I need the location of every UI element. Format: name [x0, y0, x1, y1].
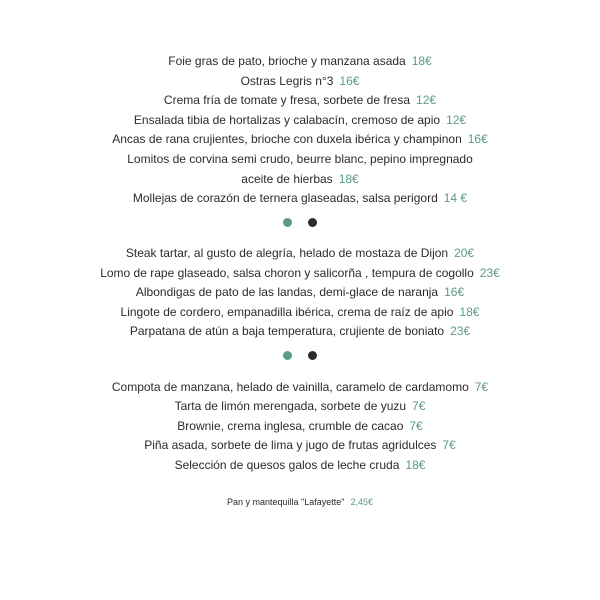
- menu-item: [0, 495, 600, 509]
- menu-item-name: Lingote de cordero, empanadilla ibérica, crema de raíz de apio: [120, 304, 454, 319]
- menu-item: [0, 417, 600, 436]
- menu-item-price: 23€: [450, 324, 471, 339]
- bread-section: [0, 495, 600, 509]
- green-dot-icon: [283, 218, 292, 227]
- menu-item-name: aceite de hierbas: [241, 171, 333, 186]
- menu-item-name: Lomitos de corvina semi crudo, beurre blanc, pepino impregnado: [127, 151, 473, 166]
- menu-item-price: 18€: [411, 54, 432, 68]
- menu-item-name: Foie gras de pato, brioche y manzana asada: [168, 54, 406, 68]
- menu-item: [0, 244, 600, 264]
- menu-item-price: 20€: [454, 246, 475, 260]
- menu-item-name: Crema fría de tomate y fresa, sorbete de fresa: [163, 93, 411, 108]
- menu-item-name: Albondigas de pato de las landas, demi-glace de naranja: [135, 285, 439, 300]
- menu-item-price: 12€: [446, 112, 467, 127]
- menu-item: [0, 456, 600, 475]
- menu-item: [0, 264, 600, 284]
- menu-item: [0, 303, 600, 323]
- menu-item: [0, 72, 600, 92]
- menu-item-price: 18€: [459, 304, 480, 319]
- menu-item-name: Mollejas de corazón de ternera glaseadas, salsa perigord: [132, 191, 438, 206]
- menu-item: [0, 189, 600, 209]
- menu-item: [0, 283, 600, 303]
- section-divider-1: [0, 218, 600, 227]
- menu-item: [0, 91, 600, 111]
- menu-item-name: Tarta de limón merengada, sorbete de yuzu: [174, 399, 407, 414]
- menu-item-price: 2,45€: [350, 497, 373, 507]
- menu-item: [0, 52, 600, 72]
- menu-item-price: 16€: [444, 285, 465, 300]
- menu-item-name: Parpatana de atún a baja temperatura, crujiente de boniato: [129, 324, 445, 339]
- menu-item: [0, 378, 600, 397]
- menu-item-name: Lomo de rape glaseado, salsa choron y salicorña , tempura de cogollo: [100, 265, 474, 280]
- mains-section: [0, 244, 600, 342]
- menu-item-price: 18€: [405, 457, 426, 472]
- menu-item-price: 7€: [412, 399, 426, 414]
- menu-item-price: 7€: [409, 418, 423, 433]
- green-dot-icon: [283, 351, 292, 360]
- desserts-section: [0, 378, 600, 475]
- menu-item-price: 7€: [474, 380, 489, 394]
- menu-item: [0, 150, 600, 170]
- menu-item-name: Ensalada tibia de hortalizas y calabacín, cremoso de apio: [133, 112, 441, 127]
- dark-dot-icon: [308, 351, 317, 360]
- menu-item-price: 16€: [467, 132, 488, 147]
- menu-item-price: 18€: [338, 171, 359, 186]
- menu-item-name: Compota de manzana, helado de vainilla, caramelo de cardamomo: [111, 380, 469, 394]
- menu-item: [0, 322, 600, 342]
- menu-item: [0, 130, 600, 150]
- menu-item-name: Ancas de rana crujientes, brioche con duxela ibérica y champinon: [112, 132, 462, 147]
- menu-item: [0, 170, 600, 190]
- menu-item-name: Brownie, crema inglesa, crumble de cacao: [177, 418, 404, 433]
- section-divider-2: [0, 351, 600, 360]
- menu-item-name: Piña asada, sorbete de lima y jugo de frutas agridulces: [144, 438, 437, 453]
- menu-item-name: Ostras Legris n°3: [240, 73, 334, 88]
- menu-item-price: 14 €: [443, 191, 468, 206]
- menu-item-price: 16€: [339, 73, 360, 88]
- menu-item-name: Steak tartar, al gusto de alegría, helado de mostaza de Dijon: [125, 246, 449, 260]
- menu-item: [0, 436, 600, 455]
- menu-item-name: Pan y mantequilla "Lafayette": [227, 497, 345, 507]
- starters-section: [0, 52, 600, 209]
- menu-item-price: 12€: [416, 93, 437, 108]
- menu-item: [0, 111, 600, 131]
- menu-item-price: 7€: [442, 438, 456, 453]
- menu-item-name: Selección de quesos galos de leche cruda: [174, 457, 400, 472]
- menu-item: [0, 397, 600, 416]
- dark-dot-icon: [308, 218, 317, 227]
- menu-item-price: 23€: [479, 265, 500, 280]
